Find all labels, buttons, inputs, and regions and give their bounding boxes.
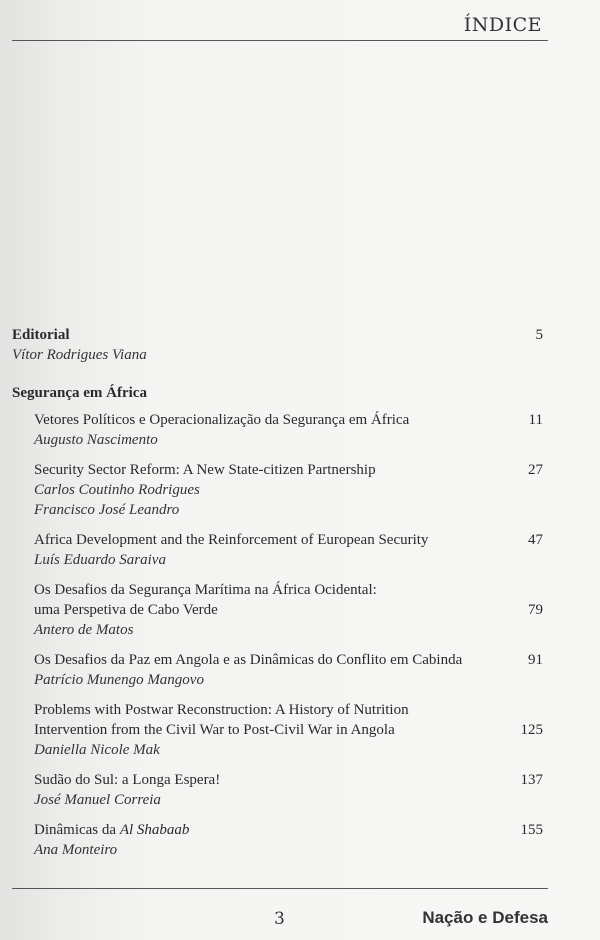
entry-page-number: 27: [528, 462, 543, 478]
entry-page-number: 125: [520, 722, 543, 738]
entry-page-number: 79: [528, 602, 543, 618]
section-title: Segurança em África: [12, 385, 147, 401]
entry-page-number: 47: [528, 532, 543, 548]
entry-page-number: 11: [528, 412, 543, 428]
footer-page-number: 3: [274, 909, 285, 929]
editorial-author: Vítor Rodrigues Viana: [12, 347, 147, 363]
entry-author: Carlos Coutinho Rodrigues: [34, 482, 200, 498]
entry-title-line: Vetores Políticos e Operacionalização da Segurança em África: [34, 412, 410, 428]
entry-author: Luís Eduardo Saraiva: [34, 552, 166, 568]
entry-title-line: uma Perspetiva de Cabo Verde: [34, 602, 218, 618]
toc-entry[interactable]: [12, 700, 546, 760]
toc-entry[interactable]: [12, 580, 546, 640]
toc-entry[interactable]: [12, 410, 546, 450]
toc-entry[interactable]: [12, 770, 546, 810]
editorial-entry[interactable]: [12, 325, 546, 365]
toc-entry[interactable]: [12, 460, 546, 520]
entry-author: Antero de Matos: [34, 622, 134, 638]
entry-author: Augusto Nascimento: [34, 432, 158, 448]
toc-entry[interactable]: [12, 530, 546, 570]
entry-page-number: 91: [528, 652, 543, 668]
toc-entry[interactable]: [12, 650, 546, 690]
entry-author: Ana Monteiro: [34, 842, 118, 858]
entry-title-italic: Al Shabaab: [119, 822, 190, 838]
entry-title-line: Problems with Postwar Reconstruction: A History of Nutrition: [34, 702, 409, 718]
entry-author: Patrício Munengo Mangovo: [34, 672, 204, 688]
entry-title-line: [34, 820, 496, 840]
entry-page-number: 137: [520, 772, 543, 788]
entry-title-line: Os Desafios da Segurança Marítima na África Ocidental:: [34, 582, 377, 598]
entry-author: José Manuel Correia: [34, 792, 161, 808]
entry-page-number: 155: [520, 822, 543, 838]
entry-title-line: Os Desafios da Paz em Angola e as Dinâmicas do Conflito em Cabinda: [34, 652, 463, 668]
page-title: ÍNDICE: [463, 14, 542, 36]
article-list: [12, 410, 546, 860]
editorial-title: Editorial: [12, 327, 70, 343]
footer-divider: [12, 888, 548, 889]
header-divider: [12, 40, 548, 41]
entry-author: Francisco José Leandro: [34, 502, 180, 518]
table-of-contents: [12, 325, 546, 870]
toc-entry[interactable]: [12, 820, 546, 860]
entry-title-text: Dinâmicas da: [34, 822, 120, 838]
entry-title-line: Security Sector Reform: A New State-citizen Partnership: [34, 462, 376, 478]
entry-title-line: Intervention from the Civil War to Post-Civil War in Angola: [34, 722, 395, 738]
editorial-page-number: 5: [535, 327, 543, 343]
entry-title-line: Sudão do Sul: a Longa Espera!: [34, 772, 221, 788]
journal-name: Nação e Defesa: [422, 908, 548, 927]
entry-author: Daniella Nicole Mak: [34, 742, 160, 758]
entry-title-line: Africa Development and the Reinforcement of European Security: [34, 532, 429, 548]
